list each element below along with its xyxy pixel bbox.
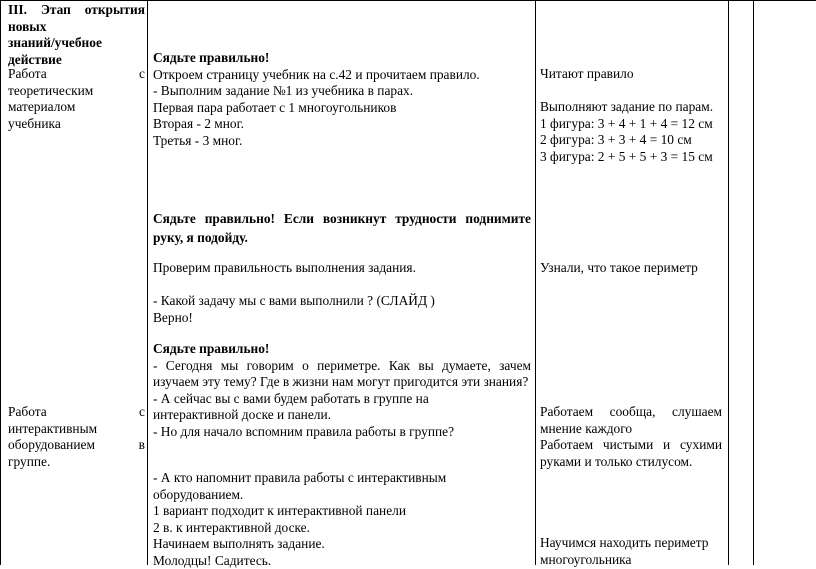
instruction-bold: Сядьте правильно! Если возникнут трудности поднимите руку, я подойду. bbox=[153, 209, 531, 247]
student-line: Выполняют задание по парам. bbox=[540, 99, 722, 116]
student-line: Узнали, что такое периметр bbox=[540, 260, 722, 277]
instruction-line: - Выполним задание №1 из учебника в парах. bbox=[153, 83, 531, 100]
column-divider bbox=[753, 0, 754, 565]
teacher-check bbox=[153, 260, 531, 277]
activity-line: материалом bbox=[8, 99, 145, 116]
student-group bbox=[540, 404, 722, 470]
instruction-line: - А сейчас вы с вами будем работать в группе на bbox=[153, 391, 531, 408]
student-line: мнение каждого bbox=[540, 421, 722, 438]
figure-result: 3 фигура: 2 + 5 + 5 + 3 = 15 см bbox=[540, 149, 722, 166]
instruction-line: Начинаем выполнять задание. bbox=[153, 536, 531, 553]
activity-line: группе. bbox=[8, 454, 145, 471]
activity-textbook bbox=[8, 66, 145, 132]
teacher-question bbox=[153, 293, 531, 326]
student-line: Научимся находить периметр bbox=[540, 535, 722, 552]
student-goal bbox=[540, 535, 722, 568]
figure-result: 2 фигура: 3 + 3 + 4 = 10 см bbox=[540, 132, 722, 149]
student-line: Работаем сообща, слушаем bbox=[540, 404, 722, 421]
stage-heading-line: знаний/учебное bbox=[8, 35, 145, 52]
teacher-block-1 bbox=[153, 50, 531, 149]
instruction-title: Сядьте правильно! bbox=[153, 341, 531, 358]
activity-line: теоретическим bbox=[8, 83, 145, 100]
student-pairs bbox=[540, 99, 722, 165]
instruction-line: Первая пара работает с 1 многоугольников bbox=[153, 100, 531, 117]
instruction-line: Проверим правильность выполнения задания. bbox=[153, 260, 531, 277]
instruction-title: Сядьте правильно! bbox=[153, 50, 531, 67]
table-left-border bbox=[0, 0, 1, 565]
teacher-block-6 bbox=[153, 470, 531, 569]
instruction-line: Откроем страницу учебник на с.42 и прочитаем правило. bbox=[153, 67, 531, 84]
stage-heading-line: III. Этап открытия bbox=[8, 2, 145, 19]
teacher-block-5 bbox=[153, 341, 531, 440]
instruction-line: - А кто напомнит правила работы с интерактивным bbox=[153, 470, 531, 487]
activity-line: Работа с bbox=[8, 66, 145, 83]
student-line: многоугольника bbox=[540, 552, 722, 569]
instruction-line: оборудованием. bbox=[153, 487, 531, 504]
activity-line: интерактивным bbox=[8, 421, 145, 438]
instruction-line: Молодцы! Садитесь. bbox=[153, 553, 531, 569]
student-perimeter bbox=[540, 260, 722, 277]
stage-heading-line: новых bbox=[8, 19, 145, 36]
table-top-border bbox=[0, 0, 816, 1]
figure-result: 1 фигура: 3 + 4 + 1 + 4 = 12 см bbox=[540, 116, 722, 133]
instruction-line: - Но для начало вспомним правила работы в группе? bbox=[153, 424, 531, 441]
instruction-line: интерактивной доске и панели. bbox=[153, 407, 531, 424]
activity-line: учебника bbox=[8, 116, 145, 133]
student-line: Читают правило bbox=[540, 66, 722, 83]
stage-heading bbox=[8, 2, 145, 68]
instruction-line: Вторая - 2 мног. bbox=[153, 116, 531, 133]
student-line: руками и только стилусом. bbox=[540, 454, 722, 471]
column-divider bbox=[728, 0, 729, 565]
stage-heading-line: действие bbox=[8, 52, 145, 69]
activity-interactive bbox=[8, 404, 145, 470]
instruction-line: - Какой задачу мы с вами выполнили ? (СЛАЙД ) bbox=[153, 293, 531, 310]
activity-line: Работа с bbox=[8, 404, 145, 421]
instruction-line: Верно! bbox=[153, 310, 531, 327]
column-divider bbox=[147, 0, 148, 565]
student-read bbox=[540, 66, 722, 83]
instruction-line: 2 в. к интерактивной доске. bbox=[153, 520, 531, 537]
instruction-line: Третья - 3 мног. bbox=[153, 133, 531, 150]
column-divider bbox=[535, 0, 536, 565]
instruction-paragraph: - Сегодня мы говорим о периметре. Как вы думаете, зачем изучаем эту тему? Где в жизни нам могут пригодится эти знания? bbox=[153, 358, 531, 391]
activity-line: оборудованием в bbox=[8, 437, 145, 454]
student-line: Работаем чистыми и сухими bbox=[540, 437, 722, 454]
instruction-line: 1 вариант подходит к интерактивной панели bbox=[153, 503, 531, 520]
